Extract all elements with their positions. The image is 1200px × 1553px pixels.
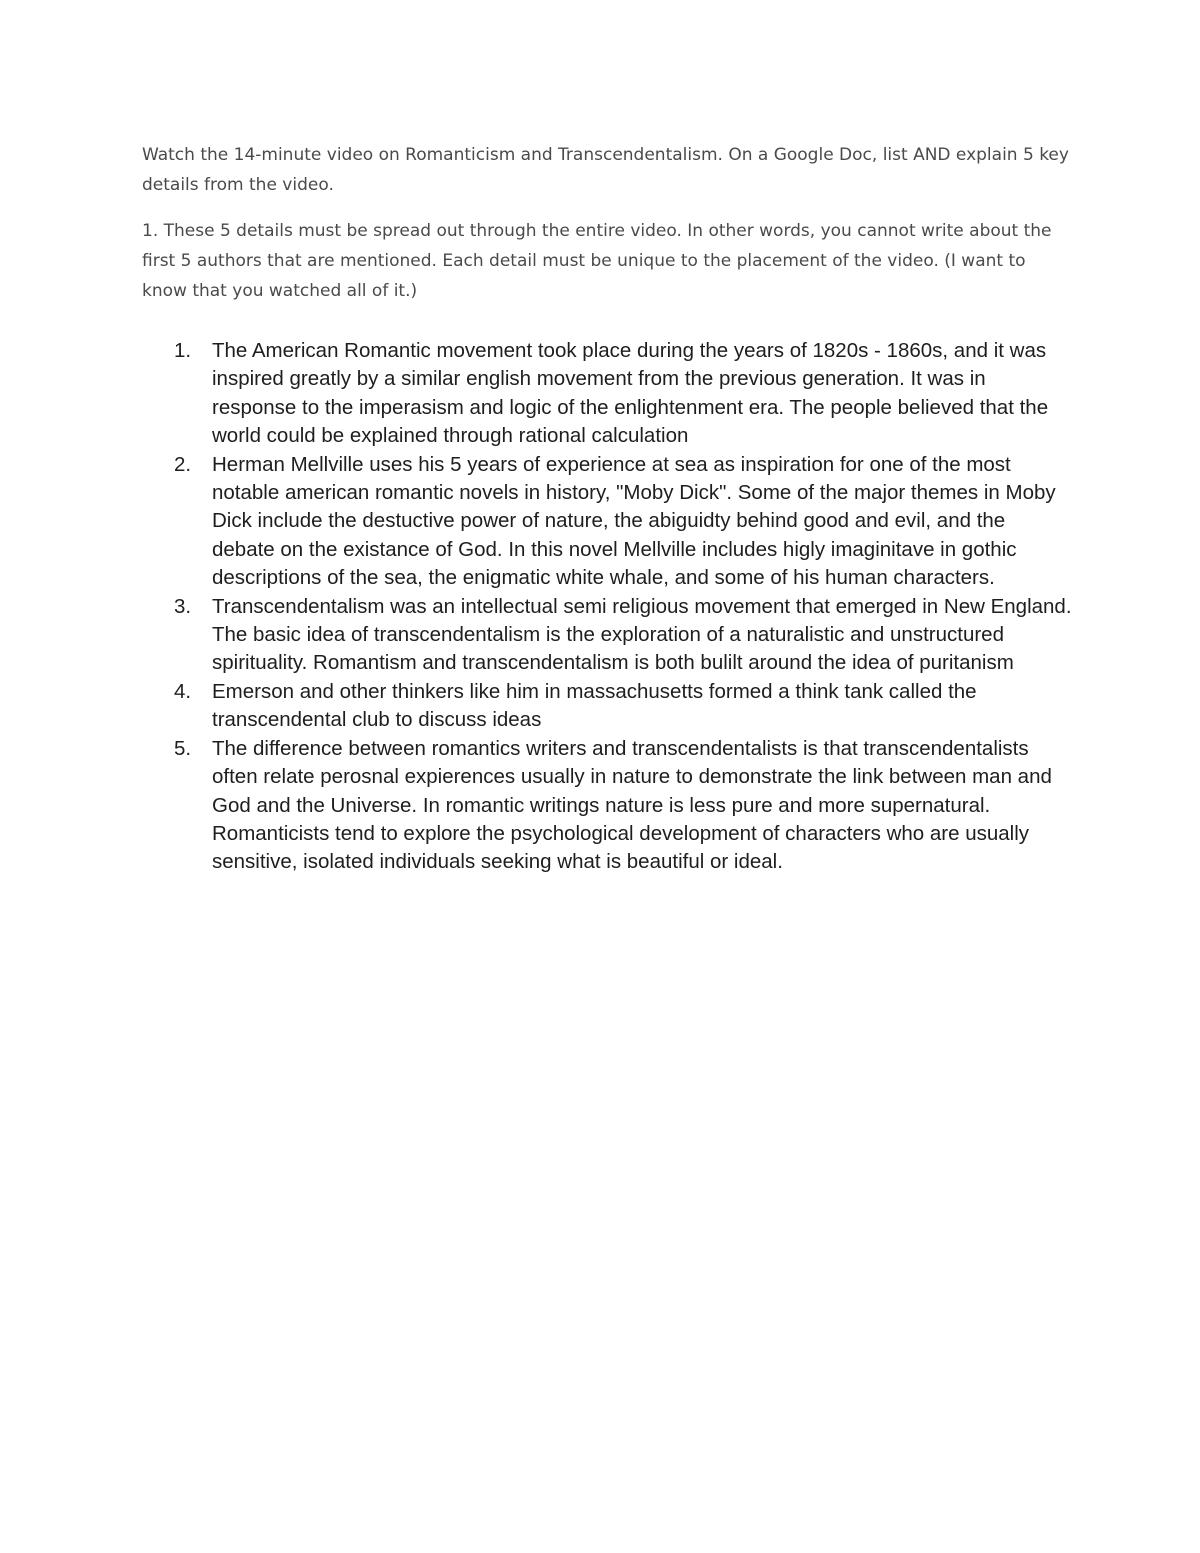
list-item-text: Transcendentalism was an intellectual semi religious movement that emerged in New England. The basic idea of transcendentalism is the exploration of a naturalistic and unstructured spirituality. Romantism and transcendentalism is both bulilt around the idea of puritanism <box>212 594 1072 675</box>
answer-list <box>142 337 1072 877</box>
instruction-paragraph: Watch the 14-minute video on Romanticism and Transcendentalism. On a Google Doc, list AND explain 5 key details from the video. <box>142 145 1069 195</box>
list-item-number: 1. <box>174 339 192 362</box>
list-item <box>142 337 1072 451</box>
list-item <box>142 735 1072 877</box>
list-item-number: 2. <box>174 452 192 476</box>
list-item-text: Herman Mellville uses his 5 years of experience at sea as inspiration for one of the most notable american romantic novels in history, "Moby Dick". Some of the major themes in Moby Dick include the destuctive power of nature, the abiguidty behind good and evil, and the debate on the existance of God. In this novel Mellville includes higly imaginitave in gothic descriptions of the sea, the enigmatic white whale, and some of his human characters. <box>212 452 1056 590</box>
list-item-number: 3. <box>174 594 192 618</box>
list-item-number: 5. <box>174 736 192 760</box>
assignment-instructions <box>142 140 1072 322</box>
list-item-number: 4. <box>174 679 192 703</box>
list-item <box>142 678 1072 735</box>
instruction-requirement: 1. These 5 details must be spread out through the entire video. In other words, you cannot write about the first 5 authors that are mentioned. Each detail must be unique to the placement of the video. (I want to know that you watched all of it.) <box>142 221 1052 301</box>
list-item-text: Emerson and other thinkers like him in massachusetts formed a think tank called the transcendental club to discuss ideas <box>212 679 977 732</box>
list-item-text: The difference between romantics writers and transcendentalists is that transcendentalists often relate perosnal expierences usually in nature to demonstrate the link between man and God and the Universe. In romantic writings nature is less pure and more supernatural. Romanticists tend to explore the psychological development of characters who are usually sensitive, isolated individuals seeking what is beautiful or ideal. <box>212 736 1052 874</box>
list-item-text: The American Romantic movement took place during the years of 1820s - 1860s, and it was inspired greatly by a similar english movement from the previous generation. It was in response to the imperasism and logic of the enlightenment era. The people believed that the world could be explained through rational calculation <box>212 339 1049 448</box>
list-item <box>142 593 1072 678</box>
list-item <box>142 451 1072 593</box>
